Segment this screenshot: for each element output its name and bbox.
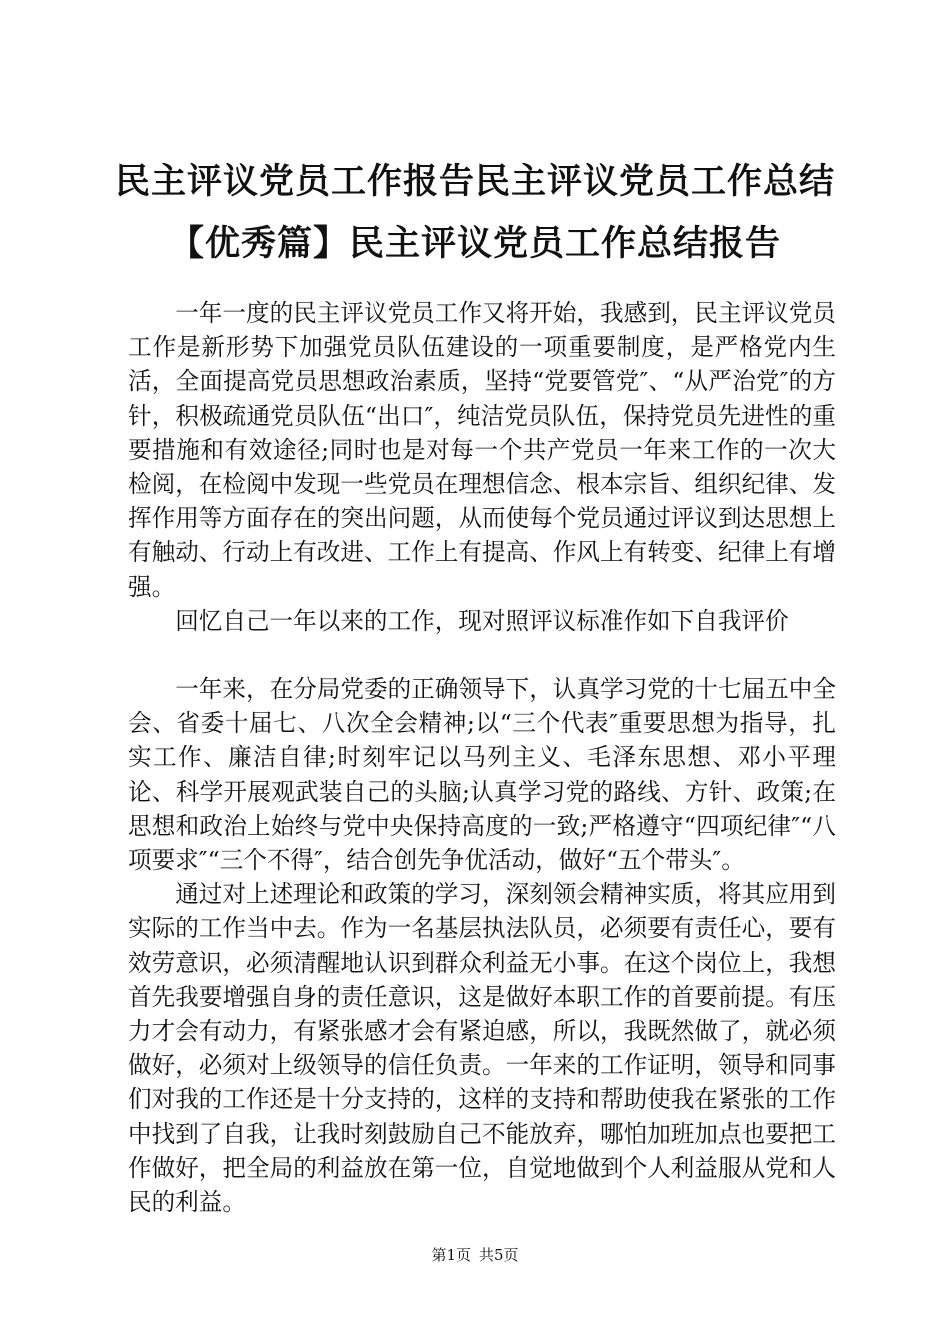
document-title-line-2: 【优秀篇】民主评议党员工作总结报告	[168, 224, 781, 264]
body-paragraph-4: 通过对上述理论和政策的学习，深刻领会精神实质，将其应用到实际的工作当中去。作为一名基层执法队员，必须要有责任心，要有效劳意识，必须清醒地认识到群众利益无小事。在这个岗位上，我想首先我要增强自身的责任意识，这是做好本职工作的首要前提。有压力才会有动力，有紧张感才会有紧迫感，所以，我既然做了，就必须做好，必须对上级领导的信任负责。一年来的工作证明，领导和同事们对我的工作还是十分支持的，这样的支持和帮助使我在紧张的工作中找到了自我，让我时刻鼓励自己不能放弃，哪怕加班加点也要把工作做好，把全局的利益放在第一位，自觉地做到个人利益服从党和人民的利益。	[128, 880, 836, 1217]
body-paragraph-2: 回忆自己一年以来的工作，现对照评议标准作如下自我评价	[175, 606, 789, 635]
document-body	[128, 296, 836, 1219]
paragraph-spacer	[128, 638, 836, 672]
document-title-line-1: 民主评议党员工作报告民主评议党员工作总结	[114, 162, 835, 202]
body-paragraph-3: 一年来，在分局党委的正确领导下，认真学习党的十七届五中全会、省委十届七、八次全会精神;以“三个代表″重要思想为指导，扎实工作、廉洁自律;时刻牢记以马列主义、毛泽东思想、邓小平理论、科学开展观武装自己的头脑;认真学习党的路线、方针、政策;在思想和政治上始终与党中央保持高度的一致;严格遵守“四项纪律″“八项要求″“三个不得″，结合创先争优活动，做好“五个带头″。	[128, 675, 836, 875]
page-footer	[0, 1245, 950, 1265]
body-paragraph-1: 一年一度的民主评议党员工作又将开始，我感到，民主评议党员工作是新形势下加强党员队伍建设的一项重要制度，是严格党内生活，全面提高党员思想政治素质，坚持“党要管党″、“从严治党″的方针，积极疏通党员队伍“出口″，纯洁党员队伍，保持党员先进性的重要措施和有效途径;同时也是对每一个共产党员一年来工作的一次大检阅，在检阅中发现一些党员在理想信念、根本宗旨、组织纪律、发挥作用等方面存在的突出问题，从而使每个党员通过评议到达思想上有触动、行动上有改进、工作上有提高、作风上有转变、纪律上有增强。	[128, 299, 836, 601]
page-number-total: 共5页	[479, 1246, 519, 1264]
page-number-current: 第1页	[431, 1246, 471, 1264]
